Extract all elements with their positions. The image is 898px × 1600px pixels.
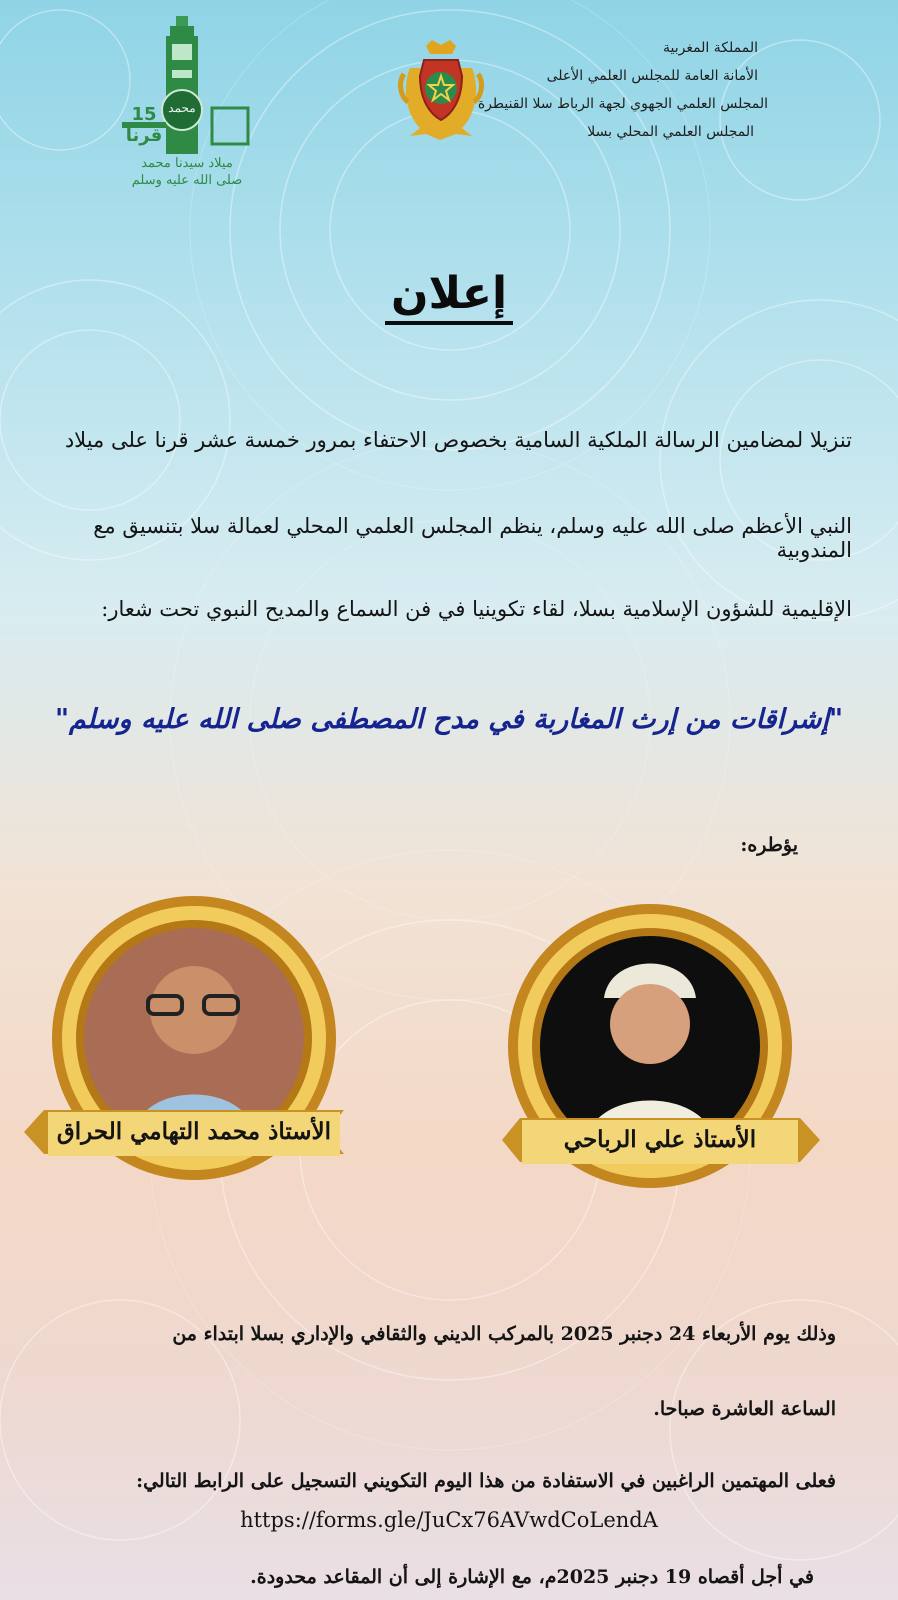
body-line-3: الإقليمية للشؤون الإسلامية بسلا، لقاء تكوينيا في فن السماع والمديح النبوي تحت شعار: — [101, 597, 852, 621]
schedule-line-4: في أجل أقصاه 19 دجنبر 2025م، مع الإشارة إلى أن المقاعد محدودة. — [250, 1566, 814, 1588]
speaker-card-left — [14, 892, 344, 1212]
speaker-name-right: الأستاذ علي الرباحي — [563, 1126, 757, 1153]
header-line-regional-council: المجلس العلمي الجهوي لجهة الرباط سلا القنيطرة — [477, 96, 768, 112]
fifteen-centuries-logo — [100, 12, 270, 192]
schedule-line-2: الساعة العاشرة صباحا. — [653, 1398, 836, 1420]
logo-caption-line2: صلى الله عليه وسلم — [131, 173, 243, 188]
logo-caption-line1: ميلاد سيدنا محمد — [141, 156, 233, 171]
supervisor-label: يؤطره: — [740, 834, 798, 856]
institution-header — [338, 36, 768, 145]
schedule-line-1: وذلك يوم الأربعاء 24 دجنبر 2025 بالمركب الديني والثقافي والإداري بسلا ابتداء من — [172, 1323, 836, 1345]
logo-big-text: 15 قرنا — [125, 104, 163, 146]
header-line-secretariat: الأمانة العامة للمجلس العلمي الأعلى — [546, 68, 758, 84]
announcement-title — [0, 268, 898, 319]
event-slogan: "إشراقات من إرث المغاربة في مدح المصطفى صلى الله عليه وسلم" — [54, 704, 844, 735]
header-line-local-council: المجلس العلمي المحلي بسلا — [587, 124, 754, 140]
gold-frame-icon — [14, 892, 344, 1212]
page-title: إعلان — [385, 268, 513, 325]
logo-medallion-text: محمد — [168, 101, 196, 115]
header-line-kingdom: المملكة المغربية — [662, 40, 758, 56]
speaker-name-left: الأستاذ محمد التهامي الحراق — [56, 1118, 332, 1145]
body-line-2: النبي الأعظم صلى الله عليه وسلم، ينظم المجلس العلمي المحلي لعمالة سلا بتنسيق مع المندوبية — [93, 514, 852, 562]
schedule-line-3: فعلى المهتمين الراغبين في الاستفادة من هذا اليوم التكويني التسجيل على الرابط التالي: — [136, 1470, 836, 1492]
speaker-card-right — [500, 900, 830, 1220]
body-line-1: تنزيلا لمضامين الرسالة الملكية السامية بخصوص الاحتفاء بمرور خمسة عشر قرنا على ميلاد — [64, 428, 852, 452]
gold-frame-icon — [500, 900, 830, 1220]
registration-link[interactable]: https://forms.gle/JuCx76AVwdCoLendA — [240, 1508, 658, 1532]
